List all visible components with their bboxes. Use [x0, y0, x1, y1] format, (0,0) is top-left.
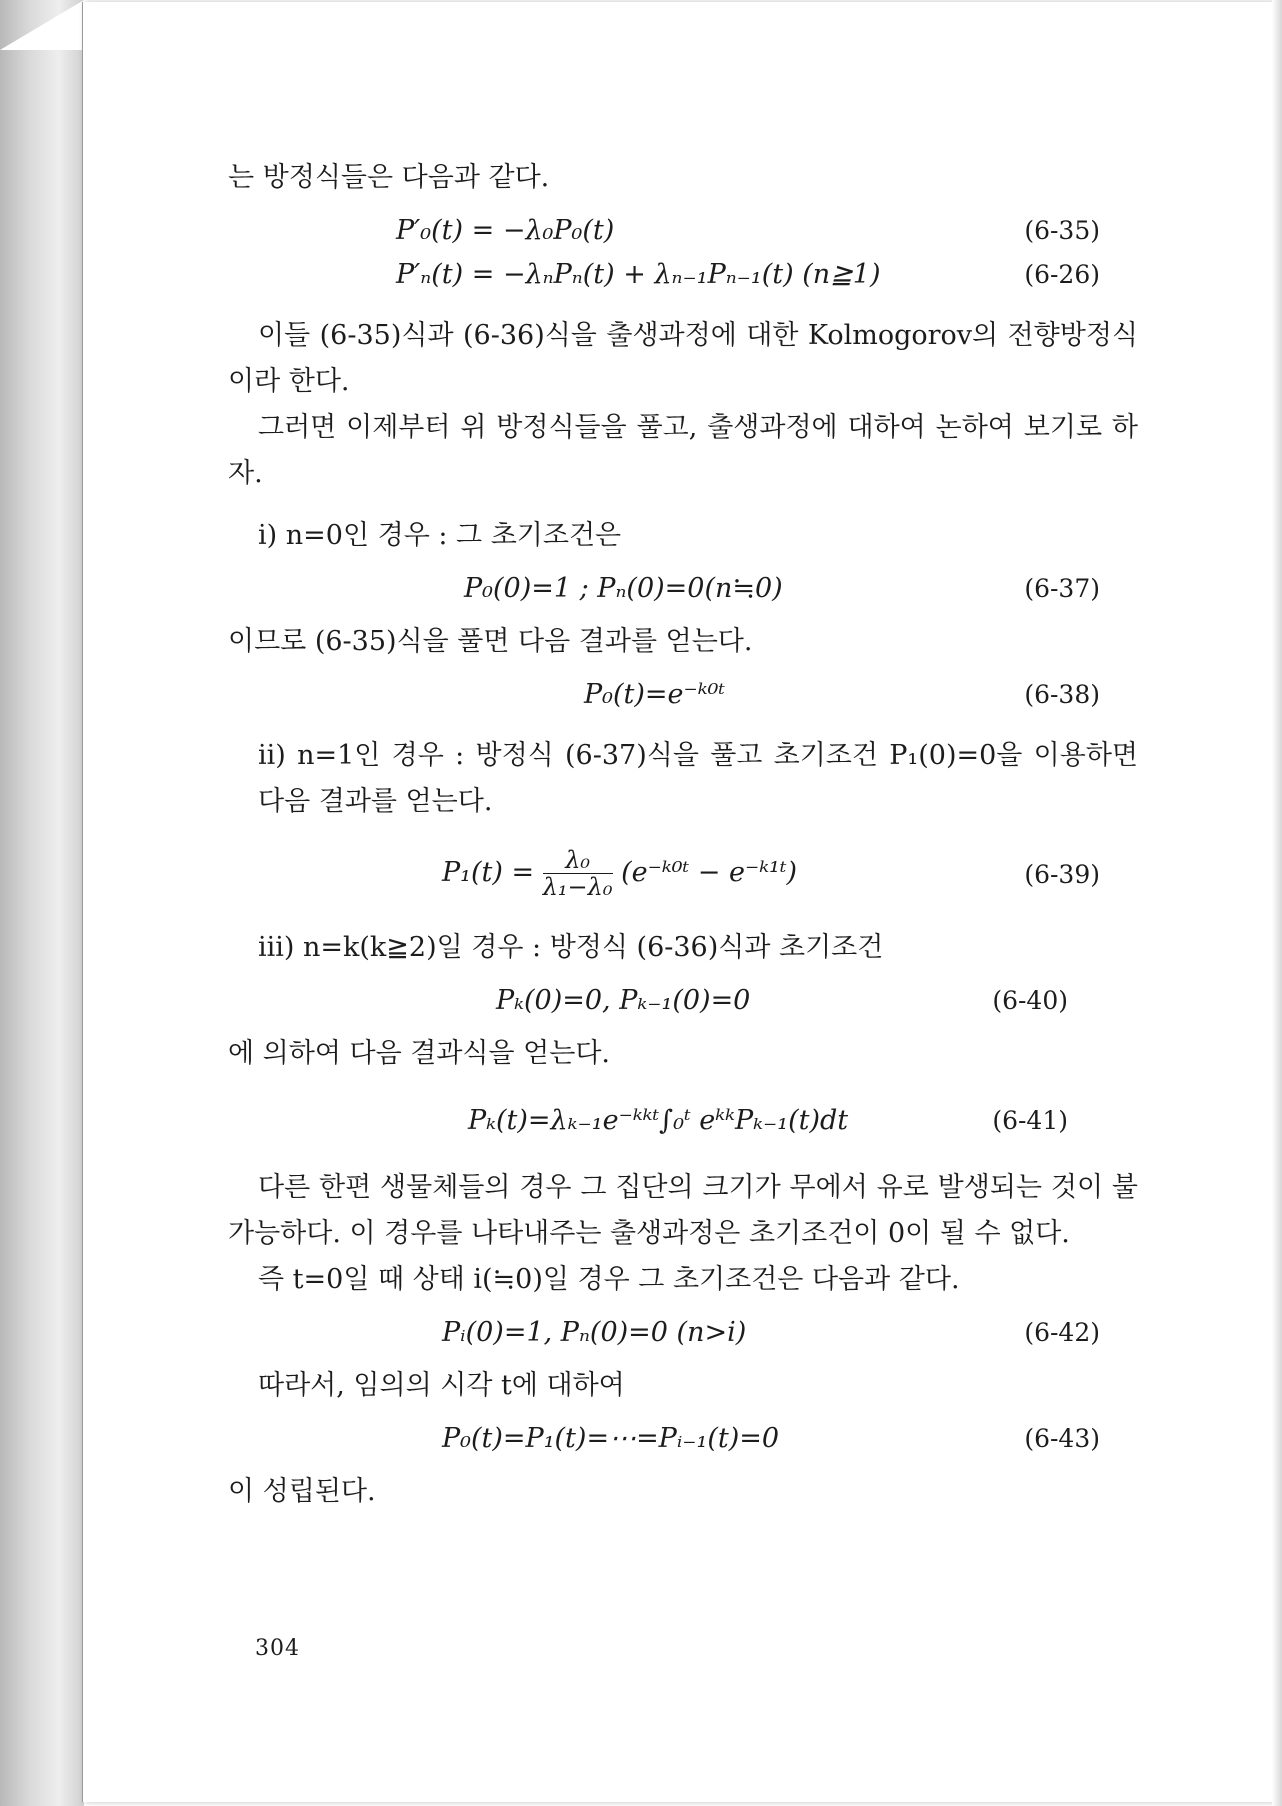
- fraction-numerator: λ₀: [543, 847, 613, 874]
- paragraph: 즉 t=0일 때 상태 i(≒0)일 경우 그 초기조건은 다음과 같다.: [258, 1264, 960, 1295]
- equation-formula: Pₖ(t)=λₖ₋₁e⁻ᵏᵏᵗ∫₀ᵗ eᵏᵏPₖ₋₁(t)dt: [468, 1105, 849, 1136]
- equation-formula: Pₖ(0)=0, Pₖ₋₁(0)=0: [496, 985, 751, 1016]
- equation-number: (6-41): [992, 1106, 1068, 1135]
- page-edge: [1272, 0, 1282, 1806]
- equation-6-41: [228, 1093, 1138, 1149]
- fraction: [543, 847, 613, 900]
- equation-formula: Pᵢ(0)=1, Pₙ(0)=0 (n>i): [442, 1317, 747, 1348]
- equation-formula: P′ₙ(t) = −λₙPₙ(t) + λₙ₋₁Pₙ₋₁(t) (n≧1): [396, 259, 881, 290]
- equation-lhs: P₁(t) =: [442, 857, 535, 888]
- equation-6-26: [228, 253, 1138, 297]
- paragraph: 이들 (6-35)식과 (6-36)식을 출생과정에 대한 Kolmogorov의 전향방정식이라 한다.: [228, 320, 1138, 397]
- equation-formula: P₀(t)=e⁻ᵏ⁰ᵗ: [584, 679, 726, 710]
- equation-6-40: [228, 979, 1138, 1023]
- equation-number: (6-39): [1024, 860, 1100, 889]
- equation-number: (6-42): [1024, 1318, 1100, 1347]
- equation-6-42: [228, 1311, 1138, 1355]
- text-line: 는 방정식들은 다음과 같다.: [228, 162, 550, 193]
- page-content: [228, 155, 1138, 1515]
- page-number: 304: [255, 1636, 300, 1661]
- equation-formula: P₀(0)=1 ; Pₙ(0)=0(n≒0): [464, 573, 783, 604]
- equation-formula: P₀(t)=P₁(t)=⋯=Pᵢ₋₁(t)=0: [442, 1423, 780, 1454]
- equation-number: (6-26): [1024, 260, 1100, 289]
- equation-6-35: [228, 209, 1138, 253]
- paragraph: 그러면 이제부터 위 방정식들을 풀고, 출생과정에 대하여 논하여 보기로 하자.: [228, 412, 1138, 489]
- equation-formula: P′₀(t) = −λ₀P₀(t): [396, 215, 615, 246]
- case-heading: iii) n=k(k≧2)일 경우 : 방정식 (6-36)식과 초기조건: [258, 932, 884, 963]
- equation-6-38: [228, 673, 1138, 717]
- equation-6-43: [228, 1417, 1138, 1461]
- equation-number: (6-43): [1024, 1424, 1100, 1453]
- equation-number: (6-38): [1024, 680, 1100, 709]
- equation-6-37: [228, 567, 1138, 611]
- case-heading: i) n=0인 경우 : 그 초기조건은: [258, 520, 622, 551]
- equation-6-39: [228, 841, 1138, 909]
- equation-number: (6-40): [992, 986, 1068, 1015]
- equation-number: (6-37): [1024, 574, 1100, 603]
- equation-rhs: (e⁻ᵏ⁰ᵗ − e⁻ᵏ¹ᵗ): [621, 857, 798, 888]
- text-line: 이므로 (6-35)식을 풀면 다음 결과를 얻는다.: [228, 626, 753, 657]
- paragraph: 따라서, 임의의 시각 t에 대하여: [258, 1370, 625, 1401]
- equation-number: (6-35): [1024, 216, 1100, 245]
- paragraph: 다른 한편 생물체들의 경우 그 집단의 크기가 무에서 유로 발생되는 것이 불가능하다. 이 경우를 나타내주는 출생과정은 초기조건이 0이 될 수 없다.: [228, 1172, 1138, 1249]
- case-heading: ii) n=1인 경우 : 방정식 (6-37)식을 풀고 초기조건 P₁(0)=0을 이용하면 다음 결과를 얻는다.: [258, 740, 1138, 817]
- equation-formula: [442, 847, 797, 900]
- book-spine: [0, 0, 84, 1806]
- text-line: 이 성립된다.: [228, 1476, 376, 1507]
- fraction-denominator: λ₁−λ₀: [542, 873, 613, 901]
- text-line: 에 의하여 다음 결과식을 얻는다.: [228, 1038, 610, 1069]
